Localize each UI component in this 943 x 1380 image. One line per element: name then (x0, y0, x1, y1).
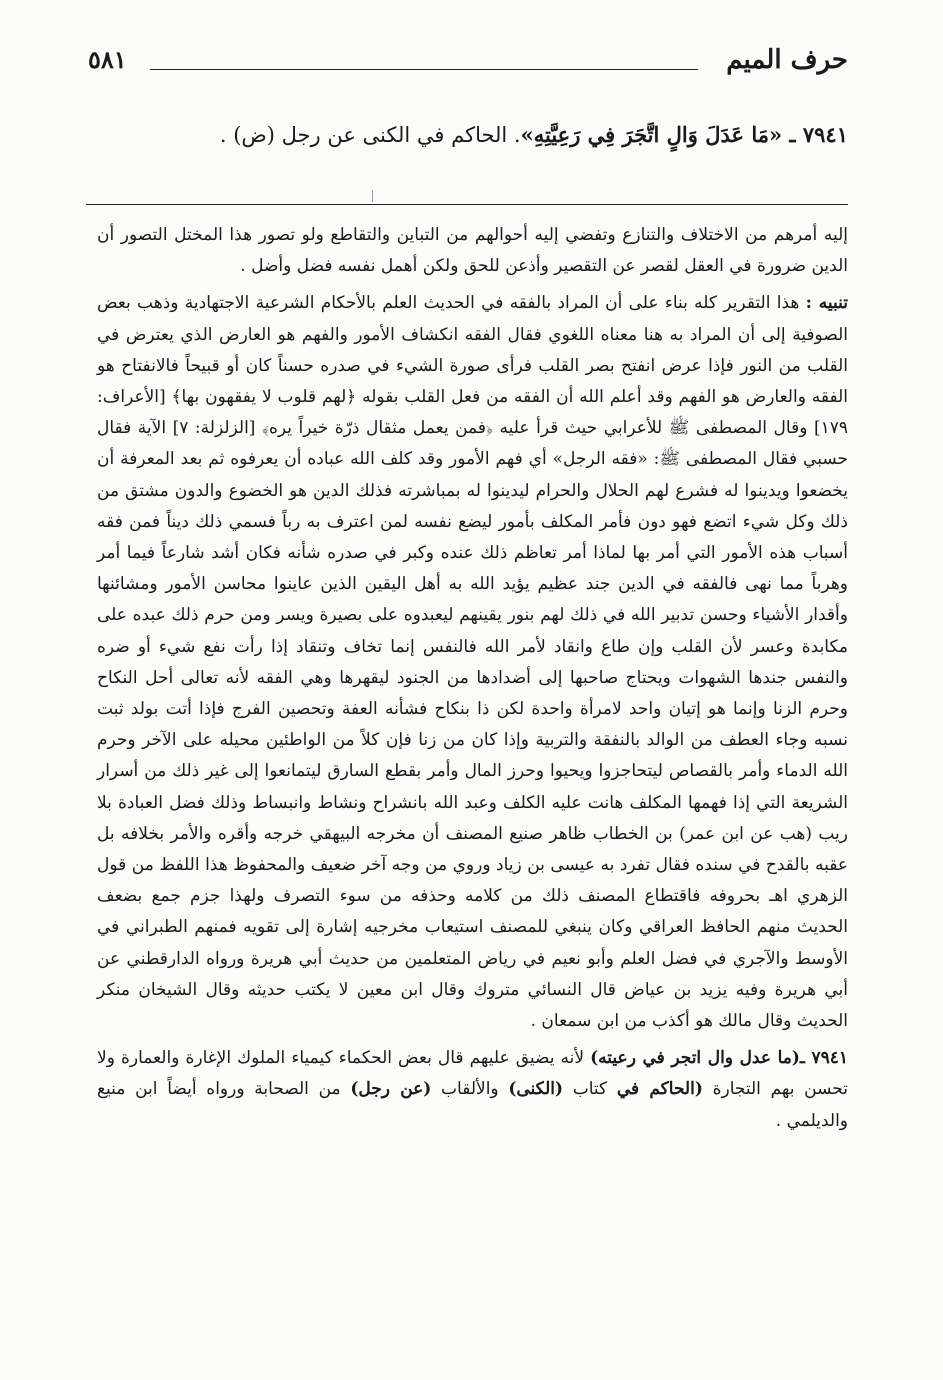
note-label: تنبيه : (805, 293, 848, 314)
entry-source-rajul: (عن رجل) (350, 1079, 432, 1100)
hadith-source: . الحاكم في الكنى عن رجل (ض) . (219, 123, 521, 147)
commentary-intro: إليه أمرهم من الاختلاف والتنازع وتفضي إليه أحوالهم من التباين والتقاطع ولو تصور هذا المختل التصور أن الدين ضرورة في العقل لقصر عن التقصير وأذعن للحق ولكن أهمل نفسه فضل وأضل . (97, 225, 848, 277)
hadith-matn: «مَا عَدَلَ وَالٍ اتَّجَرَ فِي رَعِيَّتِهِ» (520, 122, 783, 147)
running-title: حرف الميم (726, 45, 848, 75)
entry-source-hakim: (الحاكم في (616, 1079, 703, 1100)
commentary-entry (97, 1043, 848, 1137)
entry-source-kuna: (الكنى) (508, 1079, 564, 1100)
header-rule (150, 69, 698, 70)
entry-text-2: كتاب (572, 1079, 608, 1100)
entry-quote: (ما عدل وال اتجر في رعيته) (590, 1048, 800, 1069)
entry-text-1: لأنه يضيق عليهم قال بعض الحكماء كيمياء الملوك الإغارة والعمارة ولا تحسن بهم التجارة (97, 1048, 848, 1100)
commentary-note (97, 288, 848, 1037)
entry-number: ٧٩٤١ ـ (799, 1048, 848, 1069)
separator-tick (372, 190, 373, 202)
entry-text-4: من الصحابة ورواه أيضاً ابن منيع والديلمي . (97, 1079, 848, 1131)
entry-text-3: والألقاب (441, 1079, 499, 1100)
commentary-separator (86, 204, 848, 205)
hadith-number: ٧٩٤١ ـ (782, 122, 848, 147)
hadith-text (150, 115, 848, 155)
commentary (97, 220, 848, 1137)
page-number: ٥٨١ (88, 45, 127, 74)
note-text: هذا التقرير كله بناء على أن المراد بالفقه في الحديث العلم بالأحكام الشرعية الاجتهادية وذهب بعض الصوفية إلى أن المراد به هنا معناه اللغوي فقال الفقه انكشاف الأمور والفهم هو العارض الذي يعترض في القلب من النور فإذا عرض انفتح بصر القلب فرأى صورة الشيء في صدره حسناً كان أو قبيحاً فالانفتاح هو الفقه والعارض هو الفهم وقد أعلم الله أن الفقه من فعل القلب بقوله ﴿لهم قلوب لا يفقهون بها﴾ [الأعراف: ١٧٩] وقال المصطفى ﷺ للأعرابي حيث قرأ عليه ﴿فمن يعمل مثقال ذرّة خيراً يره﴾ [الزلزلة: ٧] الآية فقال حسبي فقال المصطفى ﷺ: «فقه الرجل» أي فهم الأمور وقد كلف الله عباده أن يعرفوه ثم بعد المعرفة أن يخضعوا ويدينوا له فشرع لهم الحلال والحرام ليدينوا له بمباشرته فذلك الدين هو الخضوع والدون مشتق من ذلك وكل شيء اتضع فهو دون فأمر المكلف بأمور ليضع نفسه لمن اعترف به رباً فسمي ذلك ديناً فمن فقه أسباب هذه الأمور التي أمر بها لماذا أمر تعاظم ذلك عنده وكبر في صدره شأنه فكان أشد شارعاً فيما أمر وهرباً مما نهى فالفقه في الدين جند عظيم يؤيد الله به أهل اليقين الذين عاينوا محاسن الأمور ومشائنها وأقدار الأشياء وحسن تدبير الله في ذلك لهم بنور يقينهم ليعبدوه على بصيرة ويسر ومن حرم ذلك عبده على مكابدة وعسر لأن القلب وإن طاع وانقاد لأمر الله فالنفس إنما تخاف وتنقاد إذا رأت نفع شيء أو ضره والنفس جندها الشهوات ويحتاج صاحبها إلى أضدادها من الجنود ليقهرها وهي الفقه لأنه تعالى أحل النكاح وحرم الزنا وإنما هو إتيان واحد لامرأة واحدة لكن ذا بنكاح فشأنه العفة وتحصين الفرج فإذا أتت بولد ثبت نسبه وجاء العطف من الوالد بالنفقة والتربية وإذا كان من زنا فإن كلاً من الواطئين محيله على الآخر وحرم الله الدماء وأمر بالقصاص ليتحاجزوا ويحيوا وحرز المال وأمر بقطع السارق ليتمانعوا إلى غير ذلك من أسرار الشريعة التي إذا فهمها المكلف هانت عليه الكلف وعبد الله بانشراح ونشاط وانبساط وذلك فضل العبادة بلا ريب (هب عن ابن عمر) بن الخطاب ظاهر صنيع المصنف أن مخرجه البيهقي خرجه وأقره والأمر بخلافه بل عقبه بالقدح في سنده فقال تفرد به عيسى بن زياد وروي من وجه آخر ضعيف والمحفوظ هذا اللفظ من قول الزهري اهـ بحروفه فاقتطاع المصنف ذلك من كلامه وحذفه من سوء التصرف ولهذا جزم جمع بضعف الحديث منهم الحافظ العراقي وكان ينبغي للمصنف استيعاب مخرجيه إشارة إلى تقويه فمنهم الطبراني في الأوسط والآجري في فضل العلم وأبو نعيم في رياض المتعلمين من حديث أبي هريرة ورواه الدارقطني عن أبي هريرة وفيه يزيد بن عياض قال النسائي متروك وقال ابن معين لا يكتب حديثه وقال الشيخان منكر الحديث وقال مالك هو أكذب من ابن سمعان . (97, 293, 848, 1032)
page-header (88, 42, 848, 82)
